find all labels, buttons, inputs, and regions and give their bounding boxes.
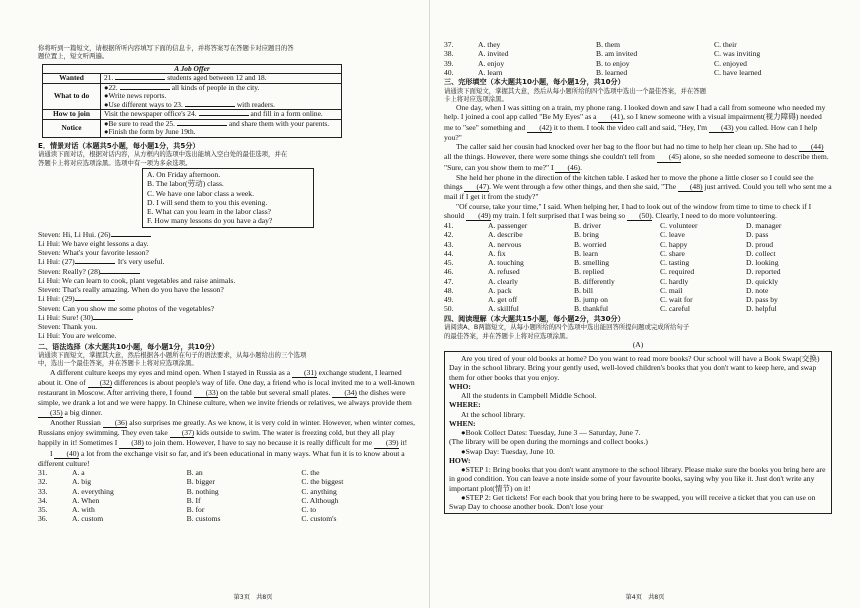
numbered-blank: (42) xyxy=(527,123,552,133)
option-a: A. everything xyxy=(72,486,114,496)
intro-line: 你将听到一篇短文，请根据所听内容填写下面的信息卡，并将答案写在答题卡对应题目的答 xyxy=(38,44,294,52)
option-b: B. worried xyxy=(574,239,607,249)
option-n: 32. xyxy=(38,477,48,487)
answer-blank xyxy=(177,125,227,126)
passage-text: exchange student, I learned about it. One of xyxy=(38,367,402,387)
numbered-blank: (36) xyxy=(103,418,128,428)
passage-text: Another Russian xyxy=(50,417,103,427)
answer-blank xyxy=(120,89,170,90)
option-n: 39. xyxy=(444,58,454,68)
line-text: and share them with your parents. xyxy=(228,118,330,128)
option-a: A. refused xyxy=(488,267,520,277)
when-line: ●Swap Day: Tuesday, June 10. xyxy=(461,446,555,456)
section-e-instructions: 请通读下面对话，根据对话内容，从方框内的选项中选出能填入空白处的最佳选项，并在 xyxy=(38,150,288,159)
passage-text: on the table but several small plates. xyxy=(218,388,333,398)
option-b: B. for xyxy=(186,505,205,515)
line-text: Visit the newspaper office's 24. xyxy=(104,109,197,119)
section-4-instructions: 请阅读A、B两篇短文，从每小题所给的四个选项中选出能回答所提问题或完成所给句子 xyxy=(444,323,690,332)
numbered-blank: (41) xyxy=(598,112,623,122)
option-row xyxy=(444,258,832,267)
row-key: How to join xyxy=(43,110,101,120)
when-line: (The library will be open during the mornings and collect books.) xyxy=(449,437,648,447)
option-c: C. enjoyed xyxy=(714,58,747,68)
step-2: ●STEP 2: Get tickets! For each book that you bring here to be swapped, you will receive a ticket that you can use on Swap Day to choose another book. Don't lose your xyxy=(449,492,816,512)
step-1: ●STEP 1: Bring books that you don't want anymore to the school library. Please make sure the books you bring here are in good condition. You can leave a note inside some of your favourite books, saying why you like it. Just don't write any important plot(情节) on it! xyxy=(449,465,826,493)
option-a: A. clearly xyxy=(488,276,518,286)
line-text: ●22. xyxy=(104,82,118,92)
option-row xyxy=(444,295,832,304)
row-value xyxy=(101,119,342,137)
option-d: D. reported xyxy=(746,267,781,277)
option-c: C. required xyxy=(660,267,695,277)
section-3-instructions: 请通读下面短文，掌握其大意，然后从每小题所给的四个选项中选出一个最佳答案，并在答题 xyxy=(444,86,707,95)
option-n: 43. xyxy=(444,239,454,249)
option-row xyxy=(444,286,832,295)
option-a: A. enjoy xyxy=(478,58,505,68)
passage-text: the dishes were simple, we drank a lot and we were happy. In Chinese culture, when we invite friends or relatives, we always provide them xyxy=(38,388,412,408)
option-b: B. driver xyxy=(574,221,601,231)
numbered-blank: (40) xyxy=(54,449,79,459)
option-b: B. thankful xyxy=(574,304,609,314)
numbered-blank: (33) xyxy=(194,388,219,398)
option-row xyxy=(38,514,416,523)
job-offer-title: A Job Offer xyxy=(43,64,342,74)
dialogue-text: Steven: Hi, Li Hui. (26) xyxy=(38,229,111,239)
dialogue-text: Steven: Thank you. xyxy=(38,322,98,331)
line-text: ●Finish the form by June 19th. xyxy=(104,127,196,137)
dialogue-text: Li Hui: We have eight lessons a day. xyxy=(38,238,149,248)
passage-text: all the things. However, there were some things she couldn't tell from xyxy=(444,152,657,162)
numbered-blank: (50) xyxy=(627,211,652,221)
numbered-blank: (39) xyxy=(374,438,399,448)
option-c: C. happy xyxy=(660,239,688,249)
option-n: 50. xyxy=(444,304,454,314)
option-b: B. an xyxy=(186,468,203,478)
option-d: D. note xyxy=(746,285,769,295)
line-text: students aged between 12 and 18. xyxy=(167,73,267,83)
answer-blank xyxy=(93,319,133,320)
row-line xyxy=(104,74,338,83)
dialogue-line xyxy=(38,313,416,322)
passage-paragraph xyxy=(444,202,832,222)
dialogue-option: F. How many lessons do you have a day? xyxy=(147,216,273,226)
line-text: ●Write news reports. xyxy=(104,91,167,101)
dialogue-line xyxy=(38,267,416,276)
line-text: with readers. xyxy=(236,99,276,109)
numbered-blank: (37) xyxy=(170,428,195,438)
option-n: 49. xyxy=(444,295,454,305)
dialogue-text: Steven: That's really amazing. When do you have the lesson? xyxy=(38,285,224,294)
numbered-blank: (44) xyxy=(799,142,824,152)
option-d: D. proud xyxy=(746,239,773,249)
dialogue-line xyxy=(38,294,416,303)
option-d: D. manager xyxy=(746,221,782,231)
option-c: C. the biggest xyxy=(301,477,344,487)
passage-paragraph xyxy=(444,173,832,202)
dialogue-line xyxy=(38,257,416,266)
passage-paragraph xyxy=(444,142,832,173)
dialogue-text: Li Hui: Sure! (30) xyxy=(38,312,94,322)
dialogue xyxy=(38,230,416,341)
passage-text: One day, when I was sitting on a train, my phone rang. I looked down and saw I had a call from someone who needed my help. I joined a cool app called "Be My Eyes" as a xyxy=(444,103,826,122)
passage-label: (A) xyxy=(632,339,644,349)
passage-text: my train. I felt surprised that I was being so xyxy=(490,210,628,220)
passage-text: , so I knew someone with a visual impairment(视力障碍) needed me to "see" something and xyxy=(444,112,822,132)
how-label: HOW: xyxy=(449,455,471,465)
option-row xyxy=(444,49,832,58)
numbered-blank: (43) xyxy=(709,123,734,133)
passage-text: to join them. However, I have to say no because it is really difficult for me xyxy=(143,438,374,448)
numbered-blank: (48) xyxy=(678,182,703,192)
option-n: 47. xyxy=(444,276,454,286)
option-row xyxy=(444,304,832,313)
option-c: C. Although xyxy=(301,495,339,505)
numbered-blank: (34) xyxy=(332,388,357,398)
numbered-blank: (38) xyxy=(119,438,144,448)
option-a: A. they xyxy=(478,40,501,49)
option-c: C. have learned xyxy=(714,67,762,77)
dialogue-option: A. On Friday afternoon. xyxy=(147,170,221,179)
book-swap-notice xyxy=(444,351,832,514)
row-key: Wanted xyxy=(43,74,101,84)
option-b: B. differently xyxy=(574,276,615,286)
option-a: A. a xyxy=(72,468,85,478)
option-c: C. their xyxy=(714,40,737,49)
passage-text: it to them. I took the video call and said, "Hey, I'm xyxy=(551,122,709,132)
option-n: 34. xyxy=(38,495,48,505)
option-b: B. learned xyxy=(596,67,628,77)
section-4-title: 四、阅读理解（本大题共15小题，每小题2分，共30分） xyxy=(444,313,625,323)
answer-blank xyxy=(75,263,115,264)
grammar-options xyxy=(38,468,416,524)
option-a: A. fix xyxy=(488,248,506,258)
option-a: A. with xyxy=(72,505,95,515)
option-n: 37. xyxy=(444,40,454,49)
answer-blank xyxy=(115,79,165,80)
option-b: B. them xyxy=(596,40,621,49)
option-d: D. collect xyxy=(746,248,776,258)
option-c: C. wait for xyxy=(660,295,693,305)
section-e-title: E．情景对话（本题共5小题，每小题1分，共5分） xyxy=(38,140,200,150)
dialogue-line xyxy=(38,239,416,248)
dialogue-text: Li Hui: (29) xyxy=(38,294,75,304)
passage-text: just arrived. Could you tell who sent me a mail if I get it from the study?" xyxy=(444,182,832,202)
option-row xyxy=(444,59,832,68)
option-c: C. anything xyxy=(301,486,337,496)
option-b: B. nothing xyxy=(186,486,219,496)
numbered-blank: (35) xyxy=(38,408,63,418)
who-text: All the students in Campbell Middle School. xyxy=(461,391,597,401)
who-label: WHO: xyxy=(449,381,471,391)
dialogue-text: Steven: Really? (28) xyxy=(38,266,101,276)
line-text: and fill in a form online. xyxy=(250,109,323,119)
answer-blank xyxy=(100,273,140,274)
passage-paragraph xyxy=(38,368,416,418)
option-d: D. quickly xyxy=(746,276,779,286)
option-n: 33. xyxy=(38,486,48,496)
passage-text: The caller said her cousin had knocked over her bag to the floor but had no time to help her clean up. She had to xyxy=(456,142,799,152)
option-n: 48. xyxy=(444,285,454,295)
option-a: A. skillful xyxy=(488,304,519,314)
option-row xyxy=(444,249,832,258)
option-b: B. customs xyxy=(186,514,221,524)
dialogue-line xyxy=(38,276,416,285)
intro-line: 题位置上，短文听两遍。 xyxy=(38,52,109,61)
answer-blank xyxy=(75,300,115,301)
passage-paragraph xyxy=(444,103,832,142)
row-line xyxy=(104,110,338,119)
option-n: 31. xyxy=(38,468,48,478)
option-b: B. If xyxy=(186,495,201,505)
option-c: C. careful xyxy=(660,304,690,314)
option-n: 36. xyxy=(38,514,48,524)
option-row xyxy=(444,240,832,249)
passage-text: . Clearly, I need to do more volunteering. xyxy=(651,210,777,220)
dialogue-option: E. What can you learn in the labor class? xyxy=(147,207,272,216)
dialogue-text: Steven: Can you show me some photos of the vegetables? xyxy=(38,303,215,313)
option-d: D. looking xyxy=(746,258,779,268)
option-a: A. get off xyxy=(488,295,518,305)
option-n: 38. xyxy=(444,49,454,59)
passage-text: a big dinner. xyxy=(62,407,103,417)
option-c: C. share xyxy=(660,248,685,258)
section-e-instructions: 答题卡上将对应选项涂黑。选项中有一项为多余选项。 xyxy=(38,158,192,167)
passage-paragraph xyxy=(38,418,416,449)
option-c: C. to xyxy=(301,505,317,515)
option-row xyxy=(38,496,416,505)
passage-text: kids outside to swim. The water is freezing cold, but they all play happily in it! Sometimes I xyxy=(38,428,395,448)
option-a: A. big xyxy=(72,477,91,487)
page-number: 第4页 共8页 xyxy=(625,594,665,602)
option-a: A. custom xyxy=(72,514,104,524)
grammar-options-continued xyxy=(444,40,832,77)
dialogue-line xyxy=(38,322,416,331)
when-line: ●Book Collect Dates: Tuesday, June 3 — Saturday, June 7. xyxy=(461,428,641,438)
option-n: 44. xyxy=(444,248,454,258)
option-b: B. jump on xyxy=(574,295,608,305)
passage-text: a lot from the exchange visit so far, and it's been educational in many ways. What fun it is to know about a different culture! xyxy=(38,448,405,468)
option-b: B. replied xyxy=(574,267,604,277)
option-b: B. bigger xyxy=(186,477,215,487)
row-key: Notice xyxy=(43,119,101,137)
option-c: C. was inviting xyxy=(714,49,761,59)
option-a: A. pack xyxy=(488,285,512,295)
option-c: C. tasting xyxy=(660,258,690,268)
option-d: D. pass xyxy=(746,230,769,240)
option-row xyxy=(444,68,832,77)
job-offer-table xyxy=(42,64,342,138)
dialogue-option: C. We have one labor class a week. xyxy=(147,188,254,198)
passage-text: . xyxy=(580,162,582,172)
answer-blank xyxy=(199,115,249,116)
option-row xyxy=(38,505,416,514)
table-row xyxy=(43,83,342,110)
passage-text: differences is about people's way of life. One day, a friend who is local invited me to a well-known restaurant in Moscow. After arriving there, I found xyxy=(38,377,415,398)
line-text: ●Use different ways to 23. xyxy=(104,99,183,109)
option-b: B. learn xyxy=(574,248,599,258)
option-a: A. passenger xyxy=(488,221,528,231)
option-row xyxy=(444,230,832,239)
dialogue-text: Li Hui: We can learn to cook, plant vegetables and raise animals. xyxy=(38,275,236,285)
option-c: C. mail xyxy=(660,285,683,295)
numbered-blank: (31) xyxy=(292,368,317,378)
page-number: 第3页 共8页 xyxy=(233,594,273,602)
where-text: At the school library. xyxy=(461,409,526,419)
passage-text: it! xyxy=(398,438,408,448)
option-row xyxy=(38,487,416,496)
passage-text: "Of course, take your time," I said. When helping her, I had to look out of the window from time to time to check if I should xyxy=(444,201,812,220)
option-b: B. bring xyxy=(574,230,599,240)
row-line xyxy=(104,128,338,137)
answer-blank xyxy=(111,236,151,237)
row-value xyxy=(101,83,342,110)
dialogue-text: Steven: What's your favorite lesson? xyxy=(38,248,149,257)
passage-paragraph xyxy=(38,449,416,469)
where-label: WHERE: xyxy=(449,400,481,410)
numbered-blank: (32) xyxy=(88,378,113,388)
numbered-blank: (46) xyxy=(555,163,580,173)
dialogue-option: B. The labor(劳动) class. xyxy=(147,179,224,189)
option-c: C. hardly xyxy=(660,276,689,286)
option-b: B. to enjoy xyxy=(596,58,630,68)
dialogue-text: Li Hui: (27) xyxy=(38,257,75,267)
dialogue-option: D. I will send them to you this evening. xyxy=(147,197,268,207)
numbered-blank: (49) xyxy=(466,211,491,221)
option-c: C. leave xyxy=(660,230,685,240)
dialogue-options-box xyxy=(142,168,314,228)
option-n: 46. xyxy=(444,267,454,277)
option-d: D. pass by xyxy=(746,295,778,305)
option-a: A. invited xyxy=(478,49,509,59)
option-row xyxy=(38,468,416,477)
dialogue-line xyxy=(38,331,416,340)
table-row xyxy=(43,119,342,137)
section-2-instructions: 请通读下面短文，掌握其大意，然后根据各小题所在句子的语法要求，从每小题给出的三个选项 xyxy=(38,351,307,360)
numbered-blank: (47) xyxy=(464,182,489,192)
option-row xyxy=(38,477,416,486)
option-n: 45. xyxy=(444,258,454,268)
option-c: C. the xyxy=(301,468,320,478)
section-2-instructions: 中，选出一个最佳答案，并在答题卡上将对应选项涂黑。 xyxy=(38,359,198,368)
passage-text: I xyxy=(50,448,55,458)
answer-blank xyxy=(185,106,235,107)
option-row xyxy=(444,221,832,230)
section-3-title: 三、完形填空（本大题共10小题，每小题1分，共10分） xyxy=(444,77,625,86)
option-b: B. bill xyxy=(574,285,593,295)
line-text: ●Be sure to read the 25. xyxy=(104,118,175,128)
option-c: C. volunteer xyxy=(660,221,698,231)
dialogue-line xyxy=(38,248,416,257)
dialogue-line xyxy=(38,230,416,239)
passage-text: alone, so she needed someone to describe them. "Sure, can you show them to me?" I xyxy=(444,152,829,172)
when-label: WHEN: xyxy=(449,418,476,428)
passage-text: also surprises me greatly. As we know, it is very cold in winter. However, when winter comes, Russians enjoy swimming. They even take xyxy=(38,417,416,438)
dialogue-text: It's very useful. xyxy=(117,257,165,267)
row-line xyxy=(104,101,338,110)
option-a: A. describe xyxy=(488,230,523,240)
option-row xyxy=(444,277,832,286)
passage-text: . We went through a few other things, and then she said, "The xyxy=(489,182,678,192)
option-b: B. smelling xyxy=(574,258,610,268)
option-n: 42. xyxy=(444,230,454,240)
right-page xyxy=(430,0,860,608)
cloze-options xyxy=(444,221,832,314)
option-row xyxy=(444,40,832,49)
notice-intro: Are you tired of your old books at home? Do you want to read more books? Our school will have a Book Swap(交换) Day in the school library. Bring your gently used, well-loved children's books that you don't want to keep here, and swap them for other books that you enjoy. xyxy=(449,354,820,382)
dialogue-text: Li Hui: You are welcome. xyxy=(38,331,117,341)
line-text: all kinds of people in the city. xyxy=(171,82,260,92)
section-3-instructions: 卡上将对应选项涂黑。 xyxy=(444,94,508,103)
option-n: 35. xyxy=(38,505,48,515)
option-a: A. touching xyxy=(488,258,524,268)
option-b: B. am invited xyxy=(596,49,638,59)
option-a: A. nervous xyxy=(488,239,522,249)
dialogue-line xyxy=(38,285,416,294)
option-a: A. learn xyxy=(478,67,503,77)
passage-text: A different culture keeps my eyes and mind open. When I stayed in Russia as a xyxy=(50,367,293,377)
passage-text: you called. How can I help you?" xyxy=(444,122,818,142)
option-n: 40. xyxy=(444,67,454,77)
section-2-title: 二、语法选择（本大题共10小题，每小题1分，共10分） xyxy=(38,341,219,351)
option-c: C. custom's xyxy=(301,514,337,524)
row-key: What to do xyxy=(43,83,101,110)
option-a: A. When xyxy=(72,495,100,505)
line-text: 21. xyxy=(104,73,114,83)
section-4-instructions: 的最佳答案，并在答题卡上将对应选项涂黑。 xyxy=(444,331,572,340)
passage-text: She held her phone in the direction of the kitchen table. I asked her to move the phone a little closer so I could see the things xyxy=(444,172,814,192)
numbered-blank: (45) xyxy=(657,152,682,162)
option-n: 41. xyxy=(444,221,454,231)
dialogue-line xyxy=(38,304,416,313)
option-row xyxy=(444,267,832,276)
option-d: D. helpful xyxy=(746,304,777,314)
